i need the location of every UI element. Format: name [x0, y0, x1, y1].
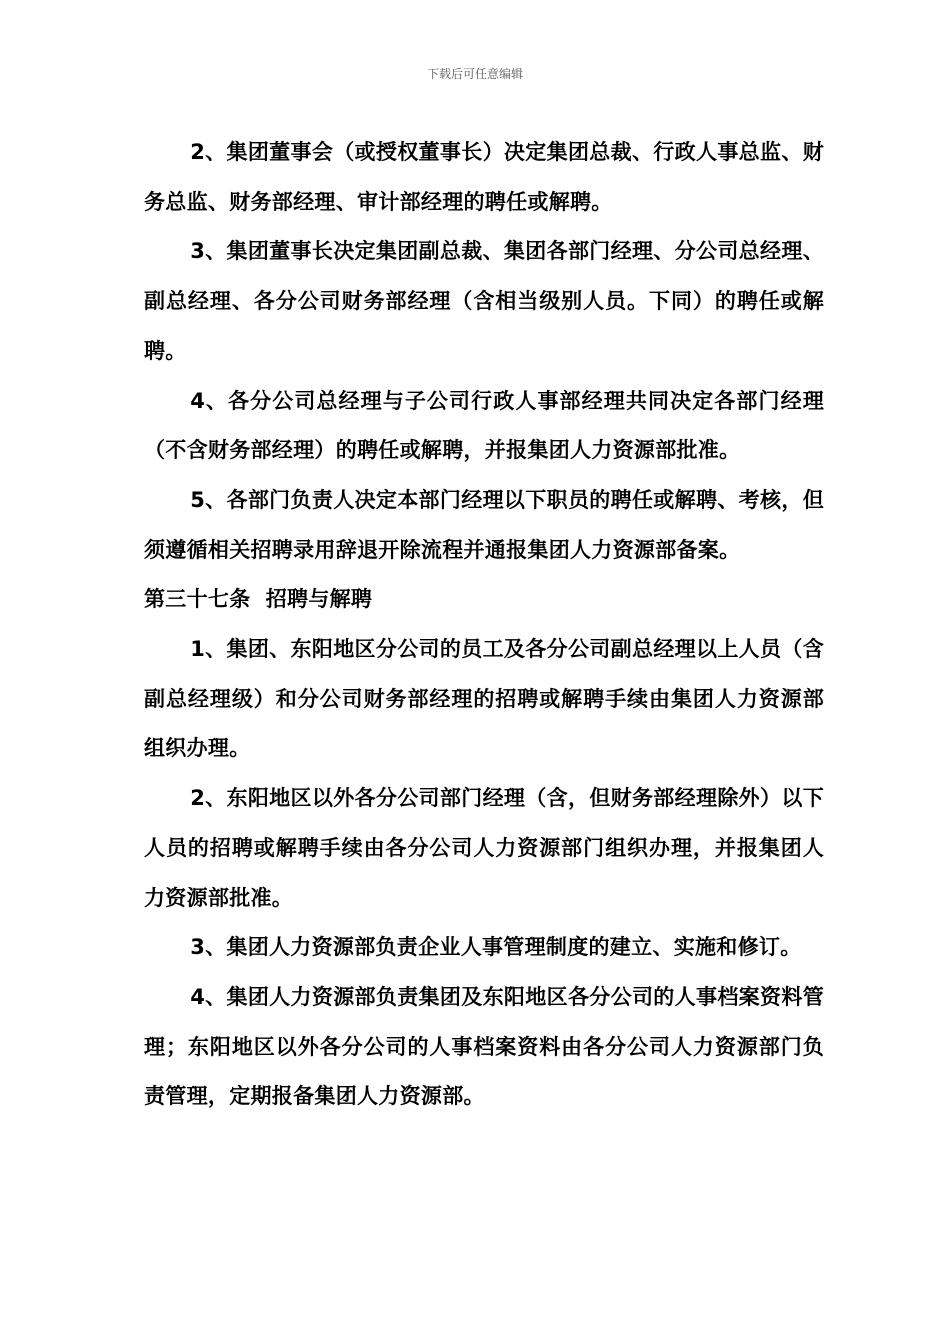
recruit-item-4: 4、集团人力资源部负责集团及东阳地区各分公司的人事档案资料管理；东阳地区以外各分公司的人事档案资料由各分公司人力资源部门负责管理，定期报备集团人力资源部。	[144, 984, 824, 1109]
clause-item-2: 2、集团董事会（或授权董事长）决定集团总裁、行政人事总监、财务总监、财务部经理、审计部经理的聘任或解聘。	[144, 140, 824, 214]
clause-item-4: 4、各分公司总经理与子公司行政人事部经理共同决定各部门经理（不含财务部经理）的聘任或解聘，并报集团人力资源部批准。	[144, 388, 824, 463]
recruit-item-2: 2、东阳地区以外各分公司部门经理（含，但财务部经理除外）以下人员的招聘或解聘手续由各分公司人力资源部门组织办理，并报集团人力资源部批准。	[144, 786, 824, 910]
recruit-item-3: 3、集团人力资源部负责企业人事管理制度的建立、实施和修订。	[190, 935, 802, 960]
document-body	[144, 128, 824, 1122]
page-header-note: 下载后可任意编辑	[426, 67, 523, 81]
clause-item-3: 3、集团董事长决定集团副总裁、集团各部门经理、分公司总经理、副总经理、各分公司财务部经理（含相当级别人员。下同）的聘任或解聘。	[144, 239, 824, 363]
clause-item-5: 5、各部门负责人决定本部门经理以下职员的聘任或解聘、考核，但须遵循相关招聘录用辞退开除流程并通报集团人力资源部备案。	[144, 487, 824, 562]
recruit-item-1: 1、集团、东阳地区分公司的员工及各分公司副总经理以上人员（含副总经理级）和分公司财务部经理的招聘或解聘手续由集团人力资源部组织办理。	[144, 637, 824, 761]
section-heading: 第三十七条 招聘与解聘	[144, 587, 373, 612]
